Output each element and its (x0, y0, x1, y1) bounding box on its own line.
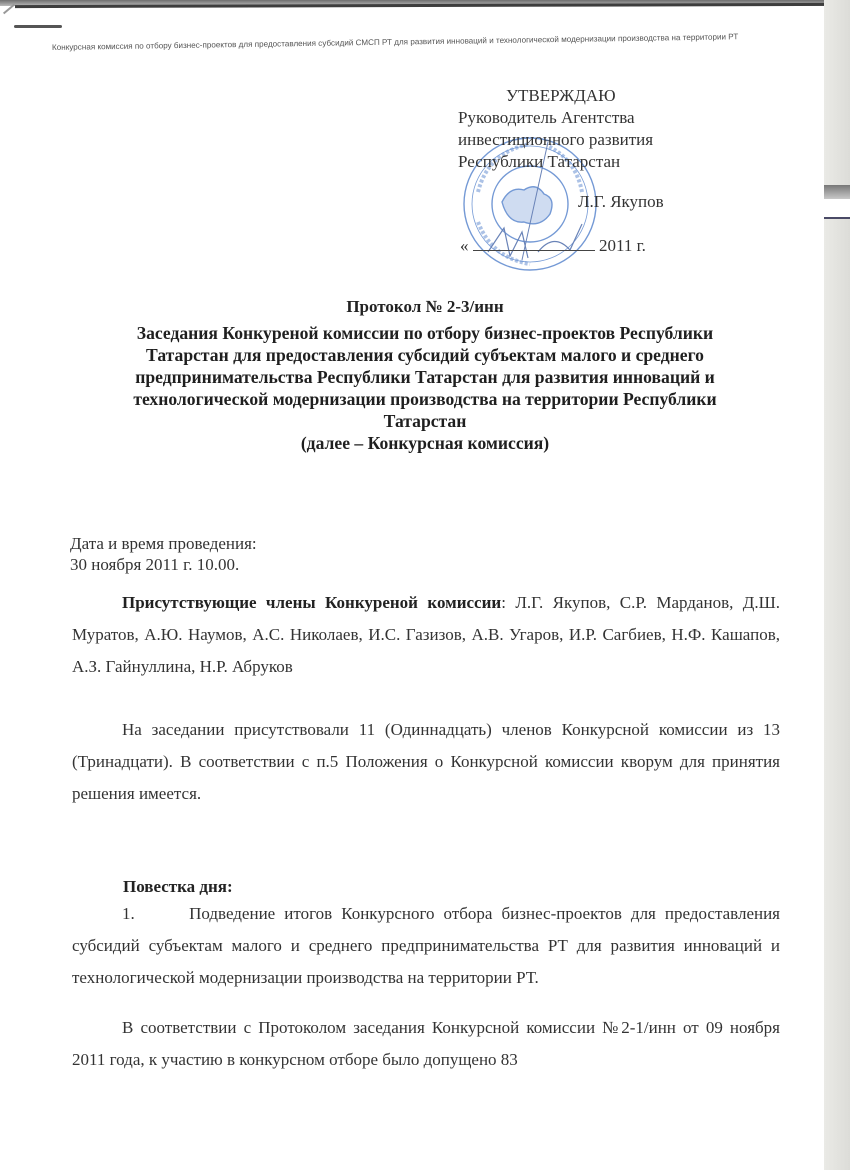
scan-edge-right (824, 0, 850, 1170)
scan-edge-line (824, 217, 850, 219)
meeting-title (85, 322, 765, 454)
quorum-paragraph (72, 714, 780, 810)
scan-edge-band (824, 185, 850, 199)
agenda-item-number: 1. (122, 904, 135, 923)
agenda-heading: Повестка дня: (123, 877, 233, 896)
approval-block (458, 85, 718, 257)
meeting-title-line: Татарстан (383, 411, 467, 431)
quorum-text: На заседании присутствовали 11 (Одиннадцать) членов Конкурсной комиссии из 13 (Тринадцати). В соответствии с п.5 Положения о Конкурсной комиссии кворум для принятия решения имеется. (72, 720, 780, 803)
approval-position-line: инвестиционного развития (458, 130, 654, 149)
agenda-item-text: Подведение итогов Конкурсного отбора бизнес-проектов для предоставления субсидий субъектам малого и среднего предпринимательства РТ для развития инноваций и технологической модернизации производства на территории РТ. (72, 904, 781, 987)
meeting-title-line: технологической модернизации производства на территории Республики (133, 389, 717, 409)
approval-title: УТВЕРЖДАЮ (506, 86, 616, 105)
date-year: 2011 г. (599, 236, 646, 255)
resolution-text: В соответствии с Протоколом заседания Конкурсной комиссии №2-1/инн от 09 ноября 2011 года, к участию в конкурсном отборе было допущено 83 (72, 1018, 780, 1069)
agenda-item (72, 898, 780, 994)
meeting-title-line: Татарстан для предоставления субсидий субъектам малого и среднего (146, 345, 704, 365)
date-open-quote: « (460, 236, 469, 255)
attendees-paragraph: Присутствующие члены Конкуреной комиссии: Л.Г. Якупов, С.Р. Марданов, Д.Ш. Муратов, А.Ю. Наумов, А.С. Николаев, И.С. Газизов, А.В. Угаров, И.Р. Сагбиев, Н.Ф. Кашапов, А.З. Гайнуллина, Н.Р. Абруков (72, 593, 780, 676)
meeting-title-line: (далее – Конкурсная комиссия) (300, 433, 550, 453)
approval-position-line: Руководитель Агентства (458, 108, 635, 127)
date-time-label: Дата и время проведения: (70, 534, 257, 553)
ink-mark (14, 25, 62, 28)
approval-date (458, 235, 718, 257)
running-header: Конкурсная комиссия по отбору бизнес-проектов для предоставления субсидий СМСП РТ для развития инноваций и технологической модернизации производства на территории РТ (51, 32, 739, 52)
meeting-title-line: предпринимательства Республики Татарстан для развития инноваций и (135, 367, 715, 387)
scan-edge-gap (824, 199, 850, 217)
protocol-number: Протокол № 2-3/инн (346, 297, 504, 316)
attendees-names: Л.Г. Якупов, С.Р. Марданов, Д.Ш. Муратов, А.Ю. Наумов, А.С. Николаев, И.С. Газизов, А.В. Угаров, И.Р. Сагбиев, Н.Ф. Кашапов, А.З. Гайнуллина, Н.Р. Абруков (72, 593, 780, 676)
resolution-paragraph (72, 1012, 780, 1076)
approval-signatory: Л.Г. Якупов (578, 192, 664, 211)
meeting-title-line: Заседания Конкуреной комиссии по отбору бизнес-проектов Республики (136, 323, 714, 343)
date-time-block (70, 533, 257, 575)
date-blank (473, 236, 595, 251)
approval-position-line: Республики Татарстан (458, 152, 621, 171)
attendees-label: Присутствующие члены Конкуреной комиссии (122, 593, 502, 612)
date-time-value: 30 ноября 2011 г. 10.00. (70, 555, 240, 574)
